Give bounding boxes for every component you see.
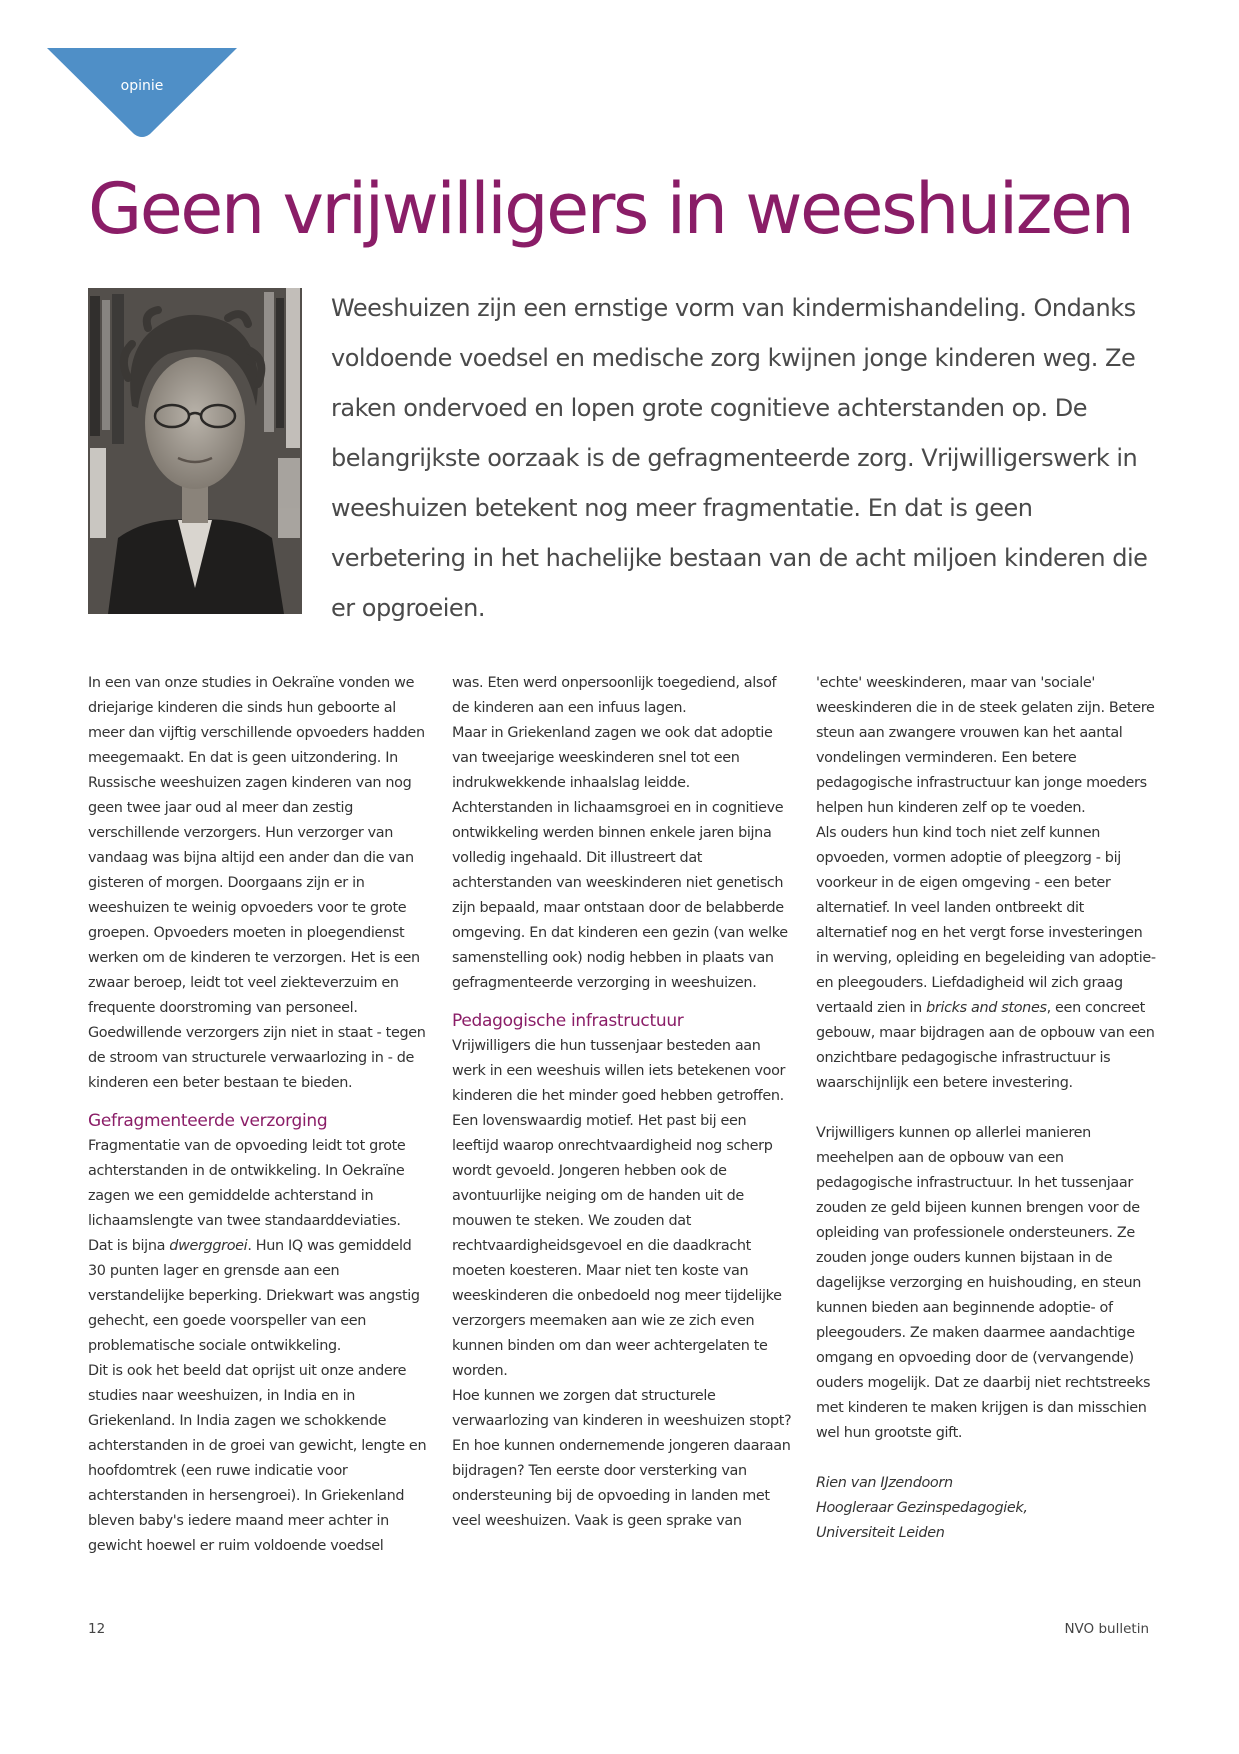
author-portrait [88,288,302,614]
text-column-3 [816,671,1156,1546]
publication-name: NVO bulletin [1064,1621,1149,1637]
paragraph: In een van onze studies in Oekraïne vonden we driejarige kinderen die sinds hun geboorte al meer dan vijftig verschillende opvoeders hadden meegemaakt. En dat is geen uitzondering. In Russische weeshuizen zagen kinderen van nog geen twee jaar oud al meer dan zestig verschillende verzorgers. Hun verzorger van vandaag was bijna altijd een ander dan die van gisteren of morgen. Doorgaans zijn er in weeshuizen te weinig opvoeders voor te grote groepen. Opvoeders moeten in ploegendienst werken om de kinderen te verzorgen. Het is een zwaar beroep, leidt tot veel ziekteverzuim en frequente doorstroming van personeel. Goedwillende verzorgers zijn niet in staat - tegen de stroom van structurele verwaarlozing in - de kinderen een beter bestaan te bieden. [88,675,426,1091]
text-column-1 [88,671,428,1559]
author-affiliation: Universiteit Leiden [816,1525,945,1541]
emphasis: bricks and stones [926,1000,1047,1016]
author-name: Rien van IJzendoorn [816,1475,953,1491]
paragraph: Vrijwilligers die hun tussenjaar besteden aan werk in een weeshuis willen iets betekenen voor kinderen die het minder goed hebben getroffen. Een lovenswaardig motief. Het past bij een leeftijd waarop onrechtvaardigheid nog scherp wordt gevoeld. Jongeren hebben ook de avontuurlijke neiging om de handen uit de mouwen te steken. We zouden dat rechtvaardigheidsgevoel en die daadkracht moeten koesteren. Maar niet ten koste van weeskinderen die onbedoeld nog meer tijdelijke verzorgers meemaken aan wie ze zich even kunnen binden om dan weer achtergelaten te worden. [452,1038,786,1379]
section-tab [47,48,237,140]
paragraph: Dit is ook het beeld dat oprijst uit onze andere studies naar weeshuizen, in India en in Griekenland. In India zagen we schokkende achterstanden in de groei van gewicht, lengte en hoofdomtrek (een ruwe indicatie voor achterstanden in hersengroei). In Griekenland bleven baby's iedere maand meer achter in gewicht hoewel er ruim voldoende voedsel [88,1363,427,1554]
paragraph: Als ouders hun kind toch niet zelf kunnen opvoeden, vormen adoptie of pleegzorg - bij voorkeur in de eigen omgeving - een beter alternatief. In veel landen ontbreekt dit alternatief nog en het vergt forse investeringen in werving, opleiding en begeleiding van adoptie- en pleegouders. Liefdadigheid wil zich graag vertaald zien in bricks and stones, een concreet gebouw, maar bijdragen aan de opbouw van een onzichtbare pedagogische infrastructuur is waarschijnlijk een betere investering. [816,825,1156,1091]
page-number: 12 [88,1621,106,1637]
section-label: opinie [120,78,164,94]
text-column-2 [452,671,792,1534]
paragraph: Vrijwilligers kunnen op allerlei manieren meehelpen aan de opbouw van een pedagogische infrastructuur. In het tussenjaar zouden ze geld bijeen kunnen brengen voor de opleiding van professionele ondersteuners. Ze zouden jonge ouders kunnen bijstaan in de dagelijkse verzorging en huishouding, en steun kunnen bieden aan beginnende adoptie- of pleegouders. Ze maken daarmee aandachtige omgang en opvoeding door de (vervangende) ouders mogelijk. Dat ze daarbij niet rechtstreeks met kinderen te maken krijgen is dan misschien wel hun grootste gift. [816,1125,1151,1441]
paragraph: 'echte' weeskinderen, maar van 'sociale' weeskinderen die in de steek gelaten zijn. Betere steun aan zwangere vrouwen kan het aantal vondelingen verminderen. Een betere pedagogische infrastructuur kan jonge moeders helpen hun kinderen zelf op te voeden. [816,675,1155,816]
paragraph: Hoe kunnen we zorgen dat structurele verwaarlozing van kinderen in weeshuizen stopt? En hoe kunnen ondernemende jongeren daaraan bijdragen? Ten eerste door versterking van ondersteuning bij de opvoeding in landen met veel weeshuizen. Vaak is geen sprake van [452,1388,792,1529]
subheading: Pedagogische infrastructuur [452,1011,684,1031]
subheading: Gefragmenteerde verzorging [88,1111,328,1131]
paragraph: was. Eten werd onpersoonlijk toegediend, alsof de kinderen aan een infuus lagen. [452,675,777,716]
emphasis: dwerggroei [169,1238,248,1254]
paragraph: Fragmentatie van de opvoeding leidt tot grote achterstanden in de ontwikkeling. In Oekraïne zagen we een gemiddelde achterstand in lichaamslengte van twee standaarddeviaties. Dat is bijna dwerggroei. Hun IQ was gemiddeld 30 punten lager en grensde aan een verstandelijke beperking. Driekwart was angstig gehecht, een goede voorspeller van een problematische sociale ontwikkeling. [88,1138,420,1354]
article-title: Geen vrijwilligers in weeshuizen [88,168,1133,250]
paragraph: Maar in Griekenland zagen we ook dat adoptie van tweejarige weeskinderen snel tot een indrukwekkende inhaalslag leidde. Achterstanden in lichaamsgroei en in cognitieve ontwikkeling werden binnen enkele jaren bijna volledig ingehaald. Dit illustreert dat achterstanden van weeskinderen niet genetisch zijn bepaald, maar ontstaan door de belabberde omgeving. En dat kinderen een gezin (van welke samenstelling ook) nodig hebben in plaats van gefragmenteerde verzorging in weeshuizen. [452,725,788,991]
triangle-tab-shape [47,48,237,140]
article-lead: Weeshuizen zijn een ernstige vorm van kindermishandeling. Ondanks voldoende voedsel en medische zorg kwijnen jonge kinderen weg. Ze raken ondervoed en lopen grote cognitieve achterstanden op. De belangrijkste oorzaak is de gefragmenteerde zorg. Vrijwilligerswerk in weeshuizen betekent nog meer fragmentatie. En dat is geen verbetering in het hachelijke bestaan van de acht miljoen kinderen die er opgroeien. [331,294,1148,622]
author-role: Hoogleraar Gezinspedagogiek, [816,1500,1028,1516]
